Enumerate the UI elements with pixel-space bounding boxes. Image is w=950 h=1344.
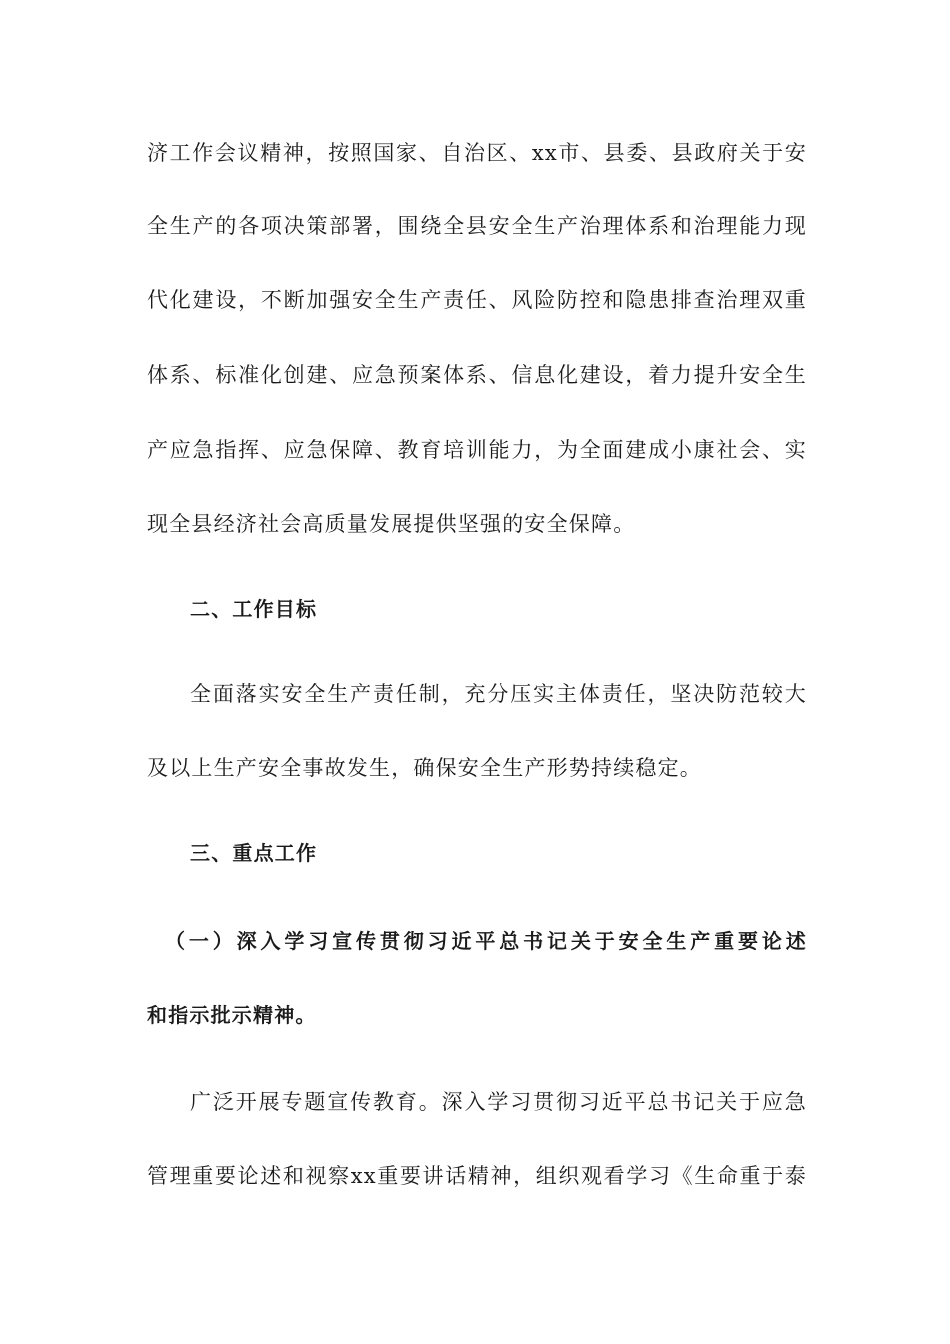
paragraph-line: 管理重要论述和视察xx重要讲话精神，组织观看学习《生命重于泰: [147, 1164, 807, 1188]
paragraph-line: 产应急指挥、应急保障、教育培训能力，为全面建成小康社会、实: [147, 438, 807, 462]
paragraph-line: 济工作会议精神，按照国家、自治区、xx市、县委、县政府关于安: [147, 141, 807, 165]
paragraph-line: 体系、标准化创建、应急预案体系、信息化建设，着力提升安全生: [147, 363, 807, 387]
section-heading: 二、工作目标: [190, 597, 318, 621]
paragraph-line: 全生产的各项决策部署，围绕全县安全生产治理体系和治理能力现: [147, 214, 807, 238]
section-heading: 三、重点工作: [190, 841, 318, 865]
paragraph-line: 代化建设，不断加强安全生产责任、风险防控和隐患排查治理双重: [147, 288, 807, 312]
subsection-heading: （一）深入学习宣传贯彻习近平总书记关于安全生产重要论述: [165, 929, 807, 953]
paragraph-line: 广泛开展专题宣传教育。深入学习贯彻习近平总书记关于应急: [190, 1090, 807, 1114]
subsection-heading: 和指示批示精神。: [147, 1003, 317, 1027]
paragraph-line: 全面落实安全生产责任制，充分压实主体责任，坚决防范较大: [190, 682, 807, 706]
paragraph-line: 现全县经济社会高质量发展提供坚强的安全保障。: [147, 512, 636, 536]
paragraph-line: 及以上生产安全事故发生，确保安全生产形势持续稳定。: [147, 756, 702, 780]
